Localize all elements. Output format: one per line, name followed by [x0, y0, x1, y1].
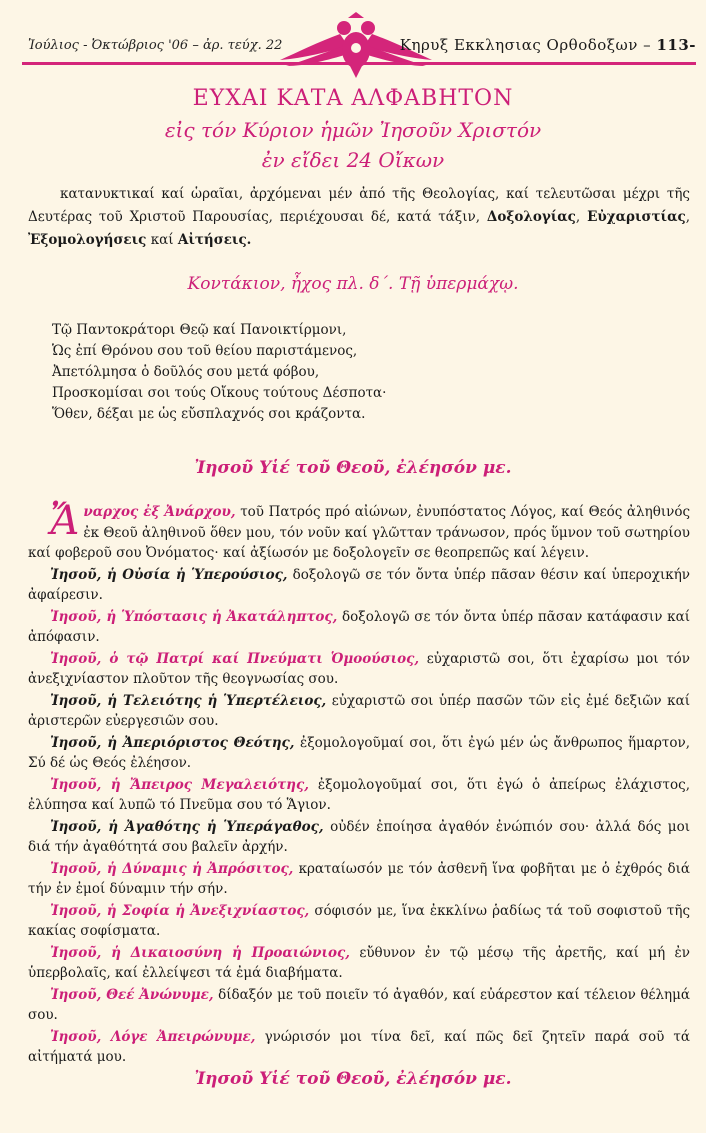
entry-title: Ἰησοῦ, ἡ Ὑπόστασις ἡ Ἀκατάληπτος, [50, 608, 338, 625]
entry-title: Ἰησοῦ, ἡ Ἄπειρος Μεγαλειότης, [50, 776, 309, 793]
journal-header [400, 36, 696, 54]
refrain-bottom: Ἰησοῦ Υἱέ τοῦ Θεοῦ, ἐλέησόν με. [194, 1069, 512, 1089]
page-number: 113- [656, 36, 696, 54]
prayer-entry [28, 985, 690, 1026]
verse: Τῷ Παντοκράτορι Θεῷ καί Πανοικτίρμονι, [52, 322, 347, 338]
prayer-entry [28, 1027, 690, 1068]
main-title: ΕΥΧΑΙ ΚΑΤΑ ΑΛΦΑΒΗΤΟΝ [192, 86, 514, 111]
intro-paragraph: κατανυκτικαί καί ὡραῖαι, ἀρχόμεναι μέν ἀπό τῆς Θεολογίας, καί τελευτῶσαι μέχρι τῆς Δευτέρας τοῦ Χριστοῦ Παρουσίας, περιέχουσαι δέ, κατά τάξιν, Δοξολογίας, Εὐχαριστίας, Ἐξομολογήσεις καί Αἰτήσεις. [28, 186, 690, 248]
verse: Ἀπετόλμησα ὁ δοῦλός σου μετά φόβου, [52, 364, 320, 380]
entry-title: Ἰησοῦ, Θεέ Ἀνώνυμε, [50, 986, 214, 1003]
entry-text: εὐχαριστῶ σοι ὑπέρ πασῶν τῶν εἰς ἐμέ δεξιῶν καί ἀριστερῶν εὐεργεσιῶν σου. [28, 692, 691, 729]
prayer-entry [28, 817, 690, 858]
entry-text: εὐχαριστῶ σοι, ὅτι ἐχαρίσω μοι τόν ἀνεξιχνίαστον πλοῦτον τῆς θεογνωσίας σου. [28, 650, 690, 687]
entries-list [28, 565, 690, 1068]
verse: Προσκομίσαι σοι τούς Οἴκους τούτους Δέσποτα· [52, 385, 387, 401]
entry-title: Ἰησοῦ, ἡ Δικαιοσύνη ἡ Προαιώνιος, [50, 944, 350, 961]
prayer-entry [28, 733, 690, 774]
intro-bold-3: Ἐξομολογήσεις [28, 232, 147, 248]
entry-title: Ἰησοῦ, ἡ Τελειότης ἡ Ὑπερτέλειος, [50, 692, 327, 709]
header-rule [22, 62, 696, 65]
issue-info: Ἰούλιος - Ὀκτώβριος '06 – ἀρ. τεύχ. 22 [28, 38, 283, 53]
prayer-entry [28, 607, 690, 648]
drop-cap: Ἄ [50, 498, 80, 544]
kontakion-verses [52, 320, 672, 425]
prayer-entry [28, 775, 690, 816]
entry-text: εὔθυνον ἐν τῷ μέσῳ τῆς ἀρετῆς, καί μή ἐν ὑπερβολαῖς, καί ἐλλείψεσι τά ἐμά διαβήματα. [28, 944, 691, 981]
prayer-entry [28, 691, 690, 732]
intro-text: κατανυκτικαί καί ὡραῖαι, ἀρχόμεναι μέν ἀπό τῆς Θεολογίας, καί τελευτῶσαι μέχρι τῆς Δευτέρας τοῦ Χριστοῦ Παρουσίας, περιέχουσαι δέ, κατά τάξιν, [28, 186, 690, 225]
first-entry-text: τοῦ Πατρός πρό αἰώνων, ἐνυπόστατος Λόγος, καί Θεός ἀληθινός ἐκ Θεοῦ ἀληθινοῦ ὅθεν μου, τόν νοῦν καί γλῶτταν τράνωσον, πρός ὕμνον τοῦ σωτηρίου καί φοβεροῦ σου Ὀνόματος· καί ἀξίωσόν με δοξολογεῖν σε θεοπρεπῶς καί λέγειν. [28, 504, 691, 561]
entry-text: γνώρισόν μοι τίνα δεῖ, καί πῶς δεῖ ζητεῖν παρά σοῦ τά αἰτήματά μου. [28, 1028, 691, 1065]
subtitle-line-1: εἰς τόν Κύριον ἡμῶν Ἰησοῦν Χριστόν [164, 118, 542, 142]
refrain-top: Ἰησοῦ Υἱέ τοῦ Θεοῦ, ἐλέησόν με. [194, 458, 512, 478]
entry-title: Ἰησοῦ, ἡ Δύναμις ἡ Ἀπρόσιτος, [50, 860, 294, 877]
entry-title: Ἰησοῦ, ἡ Οὐσία ἡ Ὑπερούσιος, [50, 566, 288, 583]
journal-name: Κηρυξ Εκκλησιας Ορθοδοξων – [399, 36, 652, 54]
prayer-entry [28, 859, 690, 900]
intro-bold-2: Εὐχαριστίας [587, 209, 686, 225]
prayer-body [28, 498, 691, 1069]
entry-text: ἐξομολογοῦμαί σοι, ὅτι ἐγώ μέν ὡς ἄνθρωπος ἥμαρτον, Σύ δέ ὡς Θεός ἐλέησον. [28, 734, 690, 771]
prayer-entry [28, 649, 690, 690]
entry-text: δίδαξόν με τοῦ ποιεῖν τό ἀγαθόν, καί εὐάρεστον καί τέλειον θέλημά σου. [28, 986, 690, 1023]
intro-bold-4: Αἰτήσεις. [177, 232, 252, 248]
kontakion-heading: Κοντάκιον, ἦχος πλ. δ΄. Τῇ ὑπερμάχῳ. [187, 274, 519, 294]
prayer-entry [28, 943, 690, 984]
verse: Ὡς ἐπί Θρόνου σου τοῦ θείου παριστάμενος, [52, 343, 358, 359]
subtitle-line-2: ἐν εἴδει 24 Οἴκων [261, 148, 445, 172]
entry-text: δοξολογῶ σε τόν ὄντα ὑπέρ πᾶσαν θέσιν καί ὑπεροχικήν ἀφαίρεσιν. [28, 566, 690, 603]
entry-title: Ἰησοῦ, ἡ Σοφία ἡ Ἀνεξιχνίαστος, [50, 902, 310, 919]
prayer-entry [28, 901, 690, 942]
entry-text: οὐδέν ἐποίησα ἀγαθόν ἐνώπιόν σου· ἀλλά δός μοι διά τήν ἀγαθότητά σου βαλεῖν ἀρχήν. [28, 818, 690, 855]
intro-and: καί [150, 232, 174, 248]
entry-text: σόφισόν με, ἵνα ἐκκλίνω ῥαδίως τά τοῦ σοφιστοῦ τῆς κακίας σοφίσματα. [28, 902, 691, 939]
entry-title: Ἰησοῦ, ἡ Ἀγαθότης ἡ Ὑπεράγαθος, [50, 818, 324, 835]
entry-title: Ἰησοῦ, ἡ Ἀπεριόριστος Θεότης, [50, 734, 295, 751]
entry-title: Ἰησοῦ, Λόγε Ἀπειρώνυμε, [50, 1028, 256, 1045]
verse: Ὅθεν, δέξαι με ὡς εὔσπλαχνός σοι κράζοντα. [52, 406, 366, 422]
entry-text: κραταίωσόν με τόν ἀσθενῆ ἵνα φοβῆται με ὁ ἐχθρός διά τήν ἐν ἐμοί δύναμιν τήν σήν. [28, 860, 690, 897]
first-entry-title: ναρχος ἐξ Ἀνάρχου, [83, 504, 236, 520]
prayer-entry [28, 565, 690, 606]
first-entry [28, 498, 691, 564]
entry-text: δοξολογῶ σε τόν ὄντα ὑπέρ πᾶσαν κατάφασιν καί ἀπόφασιν. [28, 608, 690, 645]
entry-title: Ἰησοῦ, ὁ τῷ Πατρί καί Πνεύματι Ὁμοούσιος, [50, 650, 420, 667]
intro-bold-1: Δοξολογίας [486, 209, 576, 225]
entry-text: ἐξομολογοῦμαί σοι, ὅτι ἐγώ ὁ ἀπείρως ἐλάχιστος, ἐλύπησα καί λυπῶ τό Πνεῦμα σου τό Ἅγιον. [28, 776, 691, 813]
